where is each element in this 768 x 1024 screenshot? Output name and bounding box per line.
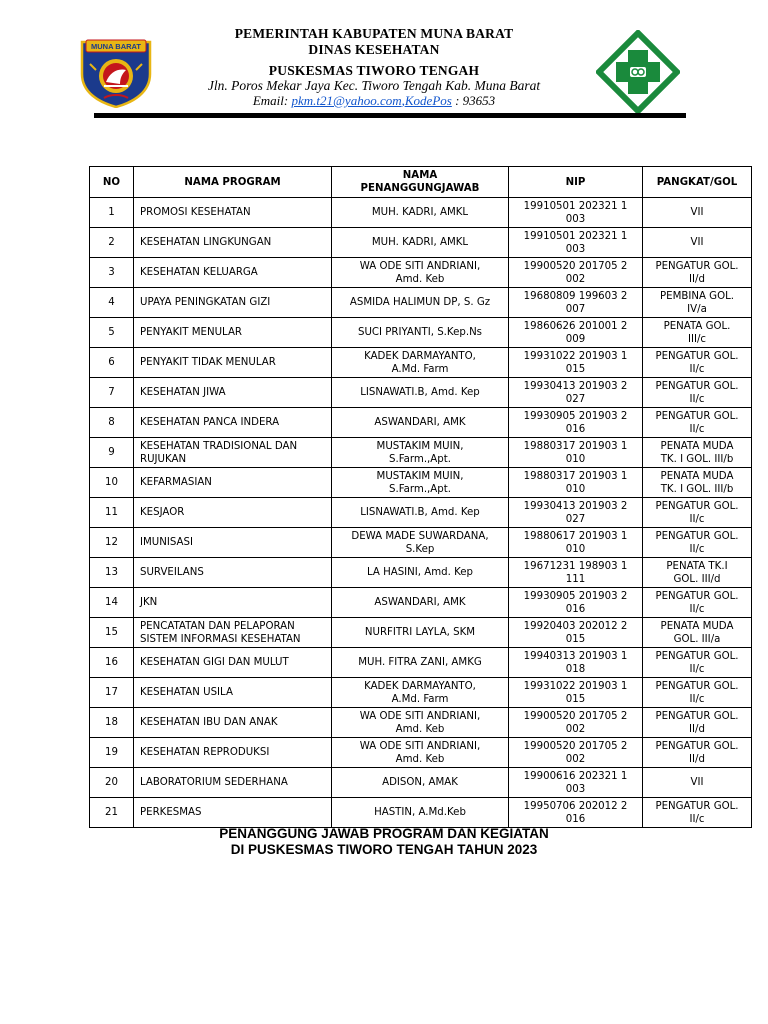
gol-cell <box>643 738 752 768</box>
nip-cell <box>509 198 643 228</box>
nip-cell <box>509 678 643 708</box>
nip-cell-line: 19931022 201903 1 <box>523 680 628 692</box>
program-cell-line: KESJAOR <box>140 507 185 518</box>
table-row <box>90 708 752 738</box>
gol-cell-line: PEMBINA GOL. <box>659 290 735 302</box>
nip-cell <box>509 438 643 468</box>
program-cell-line: KESEHATAN KELUARGA <box>140 267 258 278</box>
gol-cell <box>643 678 752 708</box>
nip-cell-line: 19930905 201903 2 <box>523 410 628 422</box>
nip-cell <box>509 558 643 588</box>
gol-cell <box>643 408 752 438</box>
program-cell-line: SISTEM INFORMASI KESEHATAN <box>140 633 301 645</box>
program-cell <box>134 228 332 258</box>
no-cell: 16 <box>90 648 134 678</box>
nip-cell-line: 19931022 201903 1 <box>523 350 628 362</box>
nip-cell-line: 002 <box>565 723 586 735</box>
no-cell: 5 <box>90 318 134 348</box>
table-row <box>90 618 752 648</box>
nip-cell-line: 002 <box>565 273 586 285</box>
program-cell-line: UPAYA PENINGKATAN GIZI <box>140 297 271 308</box>
letterhead-department: DINAS KESEHATAN <box>308 42 440 57</box>
nip-cell-line: 19950706 202012 2 <box>523 800 628 812</box>
letterhead-address: Jln. Poros Mekar Jaya Kec. Tiworo Tengah Kab. Muna Barat <box>207 78 541 93</box>
pj-cell <box>332 468 509 498</box>
gol-cell <box>643 798 752 828</box>
no-cell: 21 <box>90 798 134 828</box>
nip-cell-line: 19880617 201903 1 <box>523 530 628 542</box>
nip-cell-line: 19930905 201903 2 <box>523 590 628 602</box>
gol-cell-line: PENATA MUDA <box>660 620 734 632</box>
pj-cell-line: MUSTAKIM MUIN, <box>376 440 464 452</box>
header-no: NO <box>90 167 134 198</box>
gol-cell-line: PENGATUR GOL. <box>655 530 739 542</box>
nip-cell-line: 19900616 202321 1 <box>523 770 628 782</box>
pj-cell <box>332 408 509 438</box>
gol-cell-line: PENGATUR GOL. <box>655 380 739 392</box>
nip-cell-line: 016 <box>565 813 586 825</box>
program-cell-line: PENYAKIT TIDAK MENULAR <box>140 357 276 368</box>
pj-cell <box>332 438 509 468</box>
nip-cell <box>509 768 643 798</box>
no-cell: 2 <box>90 228 134 258</box>
table-row <box>90 648 752 678</box>
pj-cell <box>332 228 509 258</box>
program-cell-line: KESEHATAN PANCA INDERA <box>140 417 280 428</box>
gol-cell-line: III/c <box>687 333 707 345</box>
program-cell <box>134 198 332 228</box>
program-cell-line: PERKESMAS <box>140 807 202 818</box>
program-cell-line: IMUNISASI <box>140 537 193 548</box>
gol-cell <box>643 708 752 738</box>
gol-cell-line: II/c <box>689 663 705 675</box>
pj-cell-line: Amd. Keb <box>395 753 445 765</box>
gol-cell-line: GOL. III/d <box>673 573 721 585</box>
table-row <box>90 258 752 288</box>
nip-cell <box>509 738 643 768</box>
letterhead-institution: PUSKESMAS TIWORO TENGAH <box>268 63 480 78</box>
gol-cell <box>643 348 752 378</box>
pj-cell <box>332 618 509 648</box>
header-pj <box>332 167 509 198</box>
puskesmas-cross-emblem-icon <box>596 30 680 114</box>
pj-cell-line: ASWANDARI, AMK <box>374 417 466 428</box>
gol-cell-line: II/c <box>689 813 705 825</box>
gol-cell <box>643 558 752 588</box>
pj-cell <box>332 738 509 768</box>
table-row <box>90 468 752 498</box>
pj-cell <box>332 348 509 378</box>
document-title-line1: PENANGGUNG JAWAB PROGRAM DAN KEGIATAN <box>219 826 549 841</box>
no-cell: 10 <box>90 468 134 498</box>
gol-cell-line: PENATA MUDA <box>660 440 734 452</box>
gol-cell-line: II/c <box>689 543 705 555</box>
program-cell <box>134 498 332 528</box>
pj-cell-line: ASMIDA HALIMUN DP, S. Gz <box>349 297 491 308</box>
no-cell: 9 <box>90 438 134 468</box>
nip-cell-line: 19680809 199603 2 <box>523 290 628 302</box>
gol-cell <box>643 618 752 648</box>
header-program: NAMA PROGRAM <box>134 167 332 198</box>
nip-cell-line: 19910501 202321 1 <box>523 230 628 242</box>
nip-cell-line: 015 <box>565 693 586 705</box>
pj-cell <box>332 318 509 348</box>
nip-cell-line: 016 <box>565 423 586 435</box>
header-pj-line2: PENANGGUNGJAWAB <box>360 183 480 194</box>
gol-cell <box>643 258 752 288</box>
gol-cell <box>643 198 752 228</box>
header-pj-line1: NAMA <box>402 170 438 181</box>
no-cell: 13 <box>90 558 134 588</box>
nip-cell <box>509 798 643 828</box>
gol-cell-line: TK. I GOL. III/b <box>660 483 734 495</box>
pj-cell-line: MUH. KADRI, AMKL <box>371 207 469 218</box>
gol-cell-line: II/c <box>689 603 705 615</box>
nip-cell-line: 027 <box>565 513 586 525</box>
pj-cell-line: S.Kep <box>405 543 435 555</box>
table-row <box>90 588 752 618</box>
gol-cell-line: VII <box>690 777 704 788</box>
program-cell-line: PENYAKIT MENULAR <box>140 327 243 338</box>
pj-cell-line: HASTIN, A.Md.Keb <box>374 807 466 818</box>
nip-cell <box>509 408 643 438</box>
nip-cell <box>509 708 643 738</box>
nip-cell <box>509 468 643 498</box>
document-title-line2: DI PUSKESMAS TIWORO TENGAH TAHUN 2023 <box>230 842 538 857</box>
pj-cell <box>332 258 509 288</box>
nip-cell-line: 027 <box>565 393 586 405</box>
nip-cell-line: 19671231 198903 1 <box>523 560 628 572</box>
gol-cell <box>643 378 752 408</box>
nip-cell-line: 015 <box>565 363 586 375</box>
program-cell-line: LABORATORIUM SEDERHANA <box>140 777 288 788</box>
program-cell <box>134 528 332 558</box>
program-cell <box>134 288 332 318</box>
program-cell-line: KESEHATAN JIWA <box>140 387 226 398</box>
nip-cell-line: 19910501 202321 1 <box>523 200 628 212</box>
no-cell: 15 <box>90 618 134 648</box>
program-cell <box>134 318 332 348</box>
program-cell <box>134 438 332 468</box>
no-cell: 7 <box>90 378 134 408</box>
nip-cell <box>509 618 643 648</box>
program-cell-line: RUJUKAN <box>140 453 187 465</box>
nip-cell-line: 19900520 201705 2 <box>523 710 628 722</box>
nip-cell <box>509 258 643 288</box>
no-cell: 14 <box>90 588 134 618</box>
pj-cell-line: WA ODE SITI ANDRIANI, <box>359 740 481 752</box>
no-cell: 20 <box>90 768 134 798</box>
gol-cell-line: TK. I GOL. III/b <box>660 453 734 465</box>
gol-cell-line: VII <box>690 207 704 218</box>
gol-cell-line: PENATA GOL. <box>663 320 731 332</box>
gol-cell-line: II/c <box>689 393 705 405</box>
program-cell-line: KESEHATAN IBU DAN ANAK <box>140 717 278 728</box>
program-cell <box>134 618 332 648</box>
gol-cell-line: II/c <box>689 513 705 525</box>
pj-cell-line: Amd. Keb <box>395 723 445 735</box>
program-cell <box>134 468 332 498</box>
program-cell-line: PENCATATAN DAN PELAPORAN <box>140 620 295 632</box>
pj-cell <box>332 288 509 318</box>
pj-cell <box>332 498 509 528</box>
nip-cell <box>509 288 643 318</box>
gol-cell <box>643 768 752 798</box>
pj-cell-line: ASWANDARI, AMK <box>374 597 466 608</box>
letterhead-contact <box>160 93 588 109</box>
nip-cell <box>509 318 643 348</box>
pj-cell-line: A.Md. Farm <box>391 693 449 705</box>
program-cell <box>134 648 332 678</box>
program-cell-line: KESEHATAN REPRODUKSI <box>140 747 270 758</box>
pj-cell-line: S.Farm.,Apt. <box>389 453 451 465</box>
gol-cell-line: PENGATUR GOL. <box>655 350 739 362</box>
pj-cell-line: ADISON, AMAK <box>382 777 458 788</box>
program-cell <box>134 798 332 828</box>
program-cell <box>134 408 332 438</box>
pj-cell-line: LISNAWATI.B, Amd. Kep <box>360 387 480 398</box>
program-cell <box>134 738 332 768</box>
gol-cell <box>643 438 752 468</box>
gol-cell <box>643 288 752 318</box>
program-cell-line: SURVEILANS <box>140 567 204 578</box>
table-row <box>90 408 752 438</box>
table-row <box>90 738 752 768</box>
program-cell <box>134 708 332 738</box>
nip-cell-line: 19930413 201903 2 <box>523 380 628 392</box>
gol-cell-line: II/d <box>689 723 705 735</box>
nip-cell-line: 003 <box>565 243 586 255</box>
gol-cell-line: II/c <box>689 363 705 375</box>
pj-cell <box>332 558 509 588</box>
gol-cell-line: PENGATUR GOL. <box>655 710 739 722</box>
gol-cell <box>643 528 752 558</box>
gol-cell-line: II/c <box>689 693 705 705</box>
nip-cell-line: 19900520 201705 2 <box>523 740 628 752</box>
no-cell: 11 <box>90 498 134 528</box>
nip-cell <box>509 588 643 618</box>
pj-cell <box>332 588 509 618</box>
gol-cell-line: PENGATUR GOL. <box>655 410 739 422</box>
pj-cell-line: MUH. FITRA ZANI, AMKG <box>358 657 482 668</box>
pj-cell-line: SUCI PRIYANTI, S.Kep.Ns <box>357 327 482 338</box>
gol-cell <box>643 228 752 258</box>
program-cell <box>134 678 332 708</box>
gol-cell <box>643 468 752 498</box>
program-cell <box>134 588 332 618</box>
letterhead-government: PEMERINTAH KABUPATEN MUNA BARAT <box>234 26 514 41</box>
program-table <box>89 166 752 828</box>
gol-cell-line: PENGATUR GOL. <box>655 260 739 272</box>
pj-cell <box>332 798 509 828</box>
gol-cell-line: PENGATUR GOL. <box>655 740 739 752</box>
pj-cell <box>332 528 509 558</box>
gol-cell-line: PENGATUR GOL. <box>655 680 739 692</box>
table-header-row <box>90 167 752 198</box>
table-row <box>90 318 752 348</box>
nip-cell-line: 19930413 201903 2 <box>523 500 628 512</box>
table-row <box>90 198 752 228</box>
email-label: Email: <box>252 93 292 108</box>
gol-cell-line: IV/a <box>687 303 707 315</box>
table-row <box>90 768 752 798</box>
nip-cell-line: 111 <box>565 573 586 585</box>
gol-cell <box>643 588 752 618</box>
table-row <box>90 678 752 708</box>
pj-cell-line: KADEK DARMAYANTO, <box>364 680 476 692</box>
table-row <box>90 438 752 468</box>
pj-cell <box>332 708 509 738</box>
pj-cell-line: LA HASINI, Amd. Kep <box>366 567 474 578</box>
gol-cell-line: VII <box>690 237 704 248</box>
nip-cell <box>509 378 643 408</box>
pj-cell-line: MUSTAKIM MUIN, <box>376 470 464 482</box>
nip-cell-line: 015 <box>565 633 586 645</box>
gol-cell-line: PENGATUR GOL. <box>655 590 739 602</box>
nip-cell-line: 010 <box>565 543 586 555</box>
regency-shield-emblem-icon <box>74 36 158 108</box>
email-link[interactable]: pkm.t21@yahoo.com <box>291 93 402 108</box>
pj-cell-line: MUH. KADRI, AMKL <box>371 237 469 248</box>
no-cell: 12 <box>90 528 134 558</box>
nip-cell <box>509 498 643 528</box>
nip-cell-line: 018 <box>565 663 586 675</box>
nip-cell-line: 009 <box>565 333 586 345</box>
table-row <box>90 798 752 828</box>
program-cell-line: KESEHATAN USILA <box>140 687 233 698</box>
pj-cell-line: A.Md. Farm <box>391 363 449 375</box>
postal-label: KodePos <box>404 93 452 108</box>
program-cell-line: KESEHATAN TRADISIONAL DAN <box>140 440 298 452</box>
gol-cell-line: PENGATUR GOL. <box>655 650 739 662</box>
table-row <box>90 528 752 558</box>
nip-cell <box>509 528 643 558</box>
gol-cell-line: PENATA TK.I <box>666 560 728 572</box>
emblem-text: MUNA BARAT <box>91 42 141 51</box>
nip-cell <box>509 648 643 678</box>
gol-cell <box>643 498 752 528</box>
program-cell-line: JKN <box>140 597 158 608</box>
no-cell: 4 <box>90 288 134 318</box>
program-cell-line: KESEHATAN LINGKUNGAN <box>140 237 272 248</box>
postal-separator: , <box>401 93 405 108</box>
program-cell-line: KEFARMASIAN <box>140 477 212 488</box>
gol-cell-line: II/d <box>689 273 705 285</box>
gol-cell-line: PENGATUR GOL. <box>655 800 739 812</box>
pj-cell-line: S.Farm.,Apt. <box>389 483 451 495</box>
no-cell: 18 <box>90 708 134 738</box>
gol-cell-line: II/d <box>689 753 705 765</box>
gol-cell-line: GOL. III/a <box>673 633 721 645</box>
table-row <box>90 558 752 588</box>
pj-cell-line: WA ODE SITI ANDRIANI, <box>359 710 481 722</box>
nip-cell-line: 19880317 201903 1 <box>523 440 628 452</box>
nip-cell-line: 002 <box>565 753 586 765</box>
pj-cell-line: WA ODE SITI ANDRIANI, <box>359 260 481 272</box>
program-cell-line: PROMOSI KESEHATAN <box>140 207 251 218</box>
header-gol: PANGKAT/GOL <box>643 167 752 198</box>
program-cell <box>134 378 332 408</box>
nip-cell-line: 003 <box>565 783 586 795</box>
gol-cell <box>643 648 752 678</box>
pj-cell <box>332 648 509 678</box>
nip-cell <box>509 348 643 378</box>
program-cell-line: KESEHATAN GIGI DAN MULUT <box>140 657 289 668</box>
letterhead-divider <box>94 113 686 118</box>
nip-cell-line: 19940313 201903 1 <box>523 650 628 662</box>
gol-cell-line: II/c <box>689 423 705 435</box>
program-cell <box>134 558 332 588</box>
pj-cell-line: DEWA MADE SUWARDANA, <box>351 530 489 542</box>
program-cell <box>134 348 332 378</box>
pj-cell-line: LISNAWATI.B, Amd. Kep <box>360 507 480 518</box>
table-row <box>90 498 752 528</box>
nip-cell-line: 016 <box>565 603 586 615</box>
postal-code: : 93653 <box>451 93 496 108</box>
table-row <box>90 288 752 318</box>
nip-cell-line: 010 <box>565 483 586 495</box>
no-cell: 6 <box>90 348 134 378</box>
table-row <box>90 348 752 378</box>
pj-cell <box>332 768 509 798</box>
pj-cell-line: Amd. Keb <box>395 273 445 285</box>
no-cell: 1 <box>90 198 134 228</box>
program-cell <box>134 768 332 798</box>
pj-cell <box>332 378 509 408</box>
nip-cell-line: 19900520 201705 2 <box>523 260 628 272</box>
nip-cell-line: 19920403 202012 2 <box>523 620 628 632</box>
nip-cell-line: 007 <box>565 303 586 315</box>
gol-cell-line: PENATA MUDA <box>660 470 734 482</box>
no-cell: 8 <box>90 408 134 438</box>
no-cell: 19 <box>90 738 134 768</box>
nip-cell-line: 003 <box>565 213 586 225</box>
no-cell: 3 <box>90 258 134 288</box>
nip-cell-line: 19880317 201903 1 <box>523 470 628 482</box>
program-cell <box>134 258 332 288</box>
pj-cell <box>332 678 509 708</box>
nip-cell-line: 19860626 201001 2 <box>523 320 628 332</box>
table-row <box>90 378 752 408</box>
no-cell: 17 <box>90 678 134 708</box>
pj-cell <box>332 198 509 228</box>
pj-cell-line: KADEK DARMAYANTO, <box>364 350 476 362</box>
nip-cell-line: 010 <box>565 453 586 465</box>
table-row <box>90 228 752 258</box>
nip-cell <box>509 228 643 258</box>
header-nip: NIP <box>509 167 643 198</box>
gol-cell-line: PENGATUR GOL. <box>655 500 739 512</box>
gol-cell <box>643 318 752 348</box>
pj-cell-line: NURFITRI LAYLA, SKM <box>364 627 476 638</box>
